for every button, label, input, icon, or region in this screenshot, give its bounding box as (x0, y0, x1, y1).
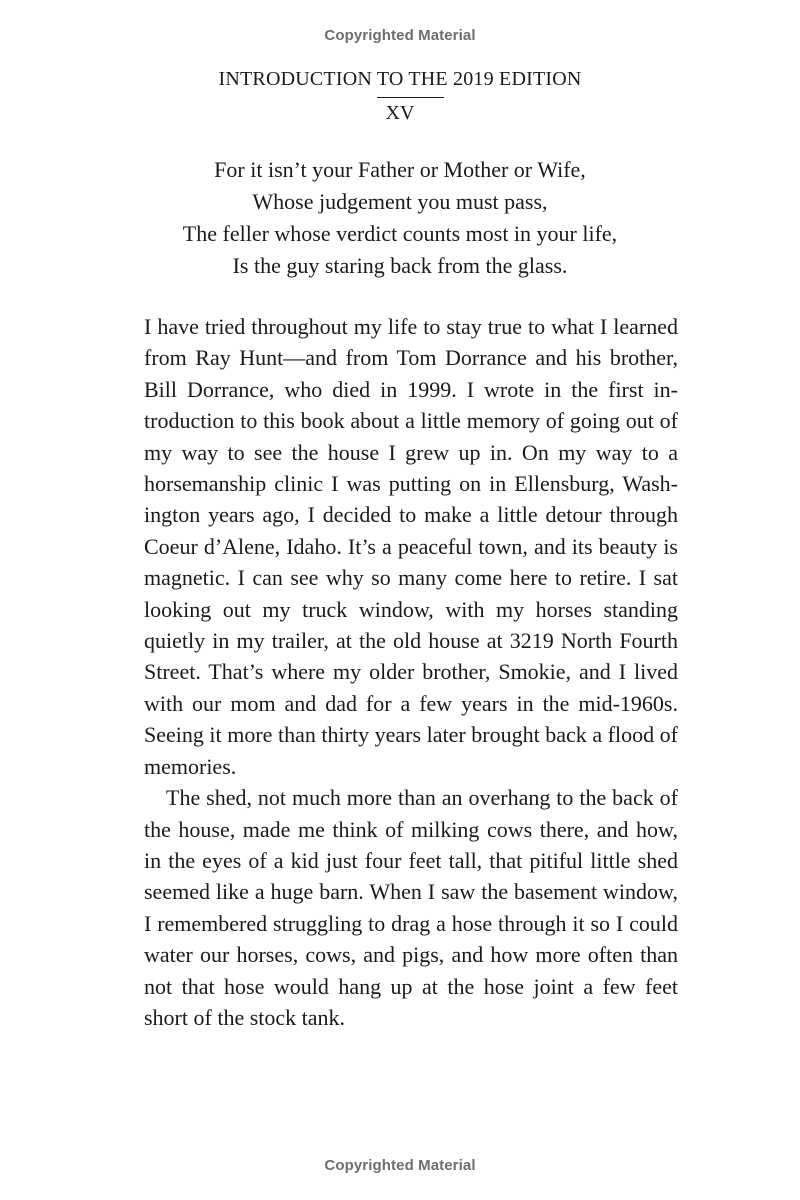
poem-line: For it isn’t your Father or Mother or Wife, (214, 157, 586, 182)
header-rule (377, 97, 444, 98)
poem-epigraph (0, 154, 800, 282)
copyright-watermark-top: Copyrighted Material (324, 27, 476, 44)
body-paragraph: I have tried throughout my life to stay true to what I learned from Ray Hunt—and from Tom Dorrance and his brother, Bill Dorrance, who died in 1999. I wrote in the first introduction to this book about a little memory of going out of my way to see the house I grew up in. On my way to a horsemanship clinic I was putting on in Ellensburg, Washington years ago, I decided to make a little detour through Coeur d’Alene, Idaho. It’s a peaceful town, and its beauty is magnetic. I can see why so many come here to retire. I sat looking out my truck window, with my horses standing quietly in my trailer, at the old house at 3219 North Fourth Street. That’s where my older brother, Smokie, and I lived with our mom and dad for a few years in the mid-1960s. Seeing it more than thirty years later brought back a flood of memories. (144, 314, 678, 779)
poem-line: The feller whose verdict counts most in your life, (182, 221, 618, 246)
poem-line: Is the guy staring back from the glass. (232, 253, 568, 278)
body-paragraph: The shed, not much more than an overhang to the back of the house, made me think of milking cows there, and how, in the eyes of a kid just four feet tall, that pitiful little shed seemed like a huge barn. When I saw the basement window, I remembered struggling to drag a hose through it so I could water our horses, cows, and pigs, and how more often than not that hose would hang up at the hose joint a few feet short of the stock tank. (144, 785, 678, 1030)
body-text (144, 311, 678, 1033)
poem-line: Whose judgement you must pass, (252, 189, 548, 214)
running-head: INTRODUCTION TO THE 2019 EDITION (218, 68, 582, 90)
page-number: XV (385, 102, 415, 124)
copyright-watermark-bottom: Copyrighted Material (324, 1157, 476, 1174)
